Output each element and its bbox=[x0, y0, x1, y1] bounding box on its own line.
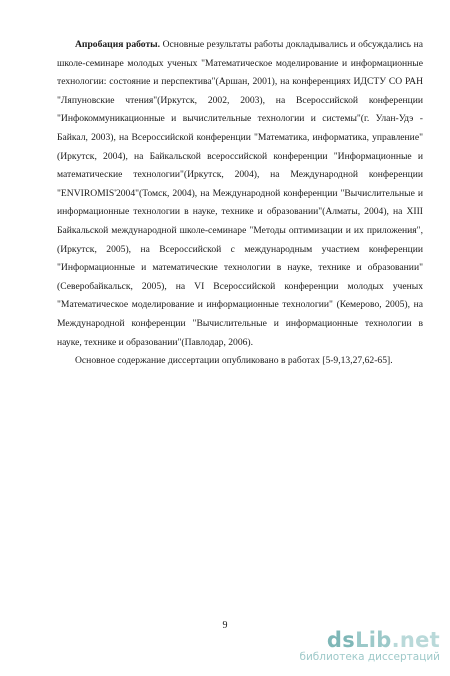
page-number: 9 bbox=[222, 620, 228, 631]
approbation-paragraph bbox=[57, 36, 423, 352]
watermark-subtitle: библиотека диссертаций bbox=[299, 651, 440, 663]
dslib-watermark bbox=[275, 629, 440, 664]
paragraph-text: Основные результаты работы докладывались и обсуждались на школе-семинаре молодых ученых "Математическое моделирование и информационные технологии: состояние и перспектива"(Аршан, 2001), на конференциях ИДСТУ СО РАН "Ляпуновские чтения"(Иркутск, 2002, 2003), на Всероссийской конференции "Инфокоммуникационные и вычислительные технологии и системы"(г. Улан-Удэ - Байкал, 2003), на Всероссийской конференции "Математика, информатика, управление"(Иркутск, 2004), на Байкальской всероссийской конференции "Информационные и математические технологии"(Иркутск, 2004), на Международной конференции "ENVIROMIS'2004"(Томск, 2004), на Международной конференции "Вычислительные и информационные технологии в науке, технике и образовании"(Алматы, 2004), на XIII Байкальской международной школе-семинаре "Методы оптимизации и их приложения", (Иркутск, 2005), на Всероссийской с международным участием конференции "Информационные и математические технологии в науке, технике и образовании"(Северобайкальск, 2005), на VI Всероссийской конференции молодых ученых "Математическое моделирование и информационные технологии" (Кемерово, 2005), на Международной конференции "Вычислительные и информационные технологии в науке, технике и образовании"(Павлодар, 2006). bbox=[57, 39, 423, 348]
section-heading: Апробация работы. bbox=[75, 39, 161, 50]
body-text bbox=[57, 36, 423, 371]
dslib-logo: dsLib.net bbox=[326, 628, 440, 652]
publications-paragraph: Основное содержание диссертации опубликовано в работах [5-9,13,27,62-65]. bbox=[75, 355, 393, 367]
